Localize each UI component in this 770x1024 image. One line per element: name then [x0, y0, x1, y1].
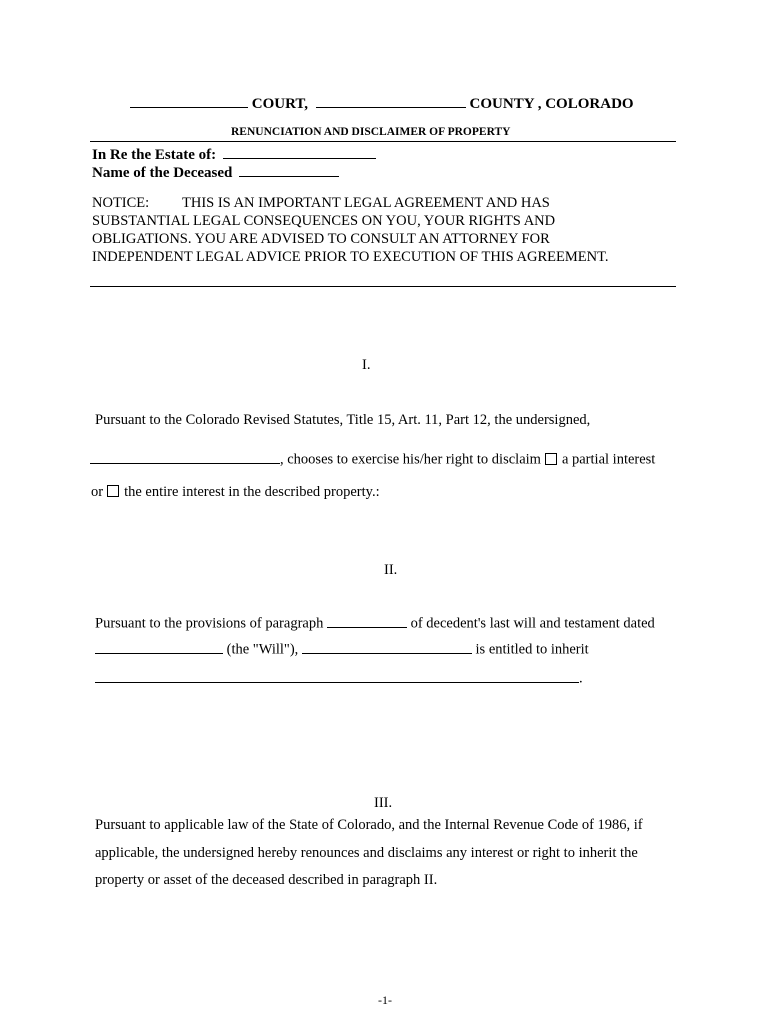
section-3-line-2: applicable, the undersigned hereby renounces and disclaims any interest or right to inherit the — [95, 845, 638, 861]
property-description-blank[interactable] — [95, 667, 579, 683]
county-name-blank[interactable] — [316, 92, 466, 108]
notice-line-3: OBLIGATIONS. YOU ARE ADVISED TO CONSULT AN ATTORNEY FOR — [92, 231, 550, 247]
estate-label: In Re the Estate of: — [92, 147, 217, 163]
section-1-line-1: Pursuant to the Colorado Revised Statutes, Title 15, Art. 11, Part 12, the undersigned, — [95, 412, 591, 428]
section-3-line-3: property or asset of the deceased described in paragraph II. — [95, 872, 438, 888]
section-2-line-1: Pursuant to the provisions of paragraph of decedent's last will and testament dated — [95, 612, 655, 633]
document-title: RENUNCIATION AND DISCLAIMER OF PROPERTY — [231, 126, 511, 138]
court-header-line — [130, 92, 634, 113]
deceased-label: Name of the Deceased — [92, 165, 233, 181]
partial-interest-checkbox[interactable] — [545, 453, 557, 465]
will-date-blank[interactable] — [95, 638, 223, 654]
section-2-number: II. — [384, 562, 398, 578]
notice-label: NOTICE: — [92, 195, 150, 211]
section-1-line-3 — [91, 484, 380, 501]
notice-line-1: NOTICE: THIS IS AN IMPORTANT LEGAL AGREEMENT AND HAS — [92, 195, 550, 211]
deceased-line — [92, 161, 339, 182]
section-3-line-1: Pursuant to applicable law of the State of Colorado, and the Internal Revenue Code of 1986, if — [95, 817, 643, 833]
section-2-line-3: . — [95, 667, 583, 688]
paragraph-number-blank[interactable] — [327, 612, 407, 628]
section-3-number: III. — [374, 795, 393, 811]
page-number: -1- — [378, 993, 392, 1007]
section-1-line-2: , chooses to exercise his/her right to disclaim a partial interest — [90, 448, 655, 469]
undersigned-name-blank[interactable] — [90, 448, 280, 464]
court-label: COURT, — [251, 96, 309, 112]
title-rule — [90, 141, 676, 142]
partial-interest-label: a partial interest — [561, 451, 656, 468]
section-1-number: I. — [362, 357, 371, 373]
entire-interest-label: the entire interest in the described property.: — [124, 484, 380, 500]
notice-rule — [90, 286, 676, 287]
entire-interest-checkbox[interactable] — [107, 485, 119, 497]
notice-line-2: SUBSTANTIAL LEGAL CONSEQUENCES ON YOU, YOUR RIGHTS AND — [92, 213, 556, 229]
beneficiary-name-blank[interactable] — [302, 638, 472, 654]
notice-line-4: INDEPENDENT LEGAL ADVICE PRIOR TO EXECUTION OF THIS AGREEMENT. — [92, 249, 609, 265]
section-2-line-2: (the "Will"), is entitled to inherit — [95, 638, 589, 659]
deceased-name-blank[interactable] — [239, 161, 339, 177]
estate-name-blank[interactable] — [223, 143, 376, 159]
court-name-blank[interactable] — [130, 92, 248, 108]
county-label: COUNTY , COLORADO — [469, 96, 634, 112]
or-label: or — [91, 484, 104, 500]
